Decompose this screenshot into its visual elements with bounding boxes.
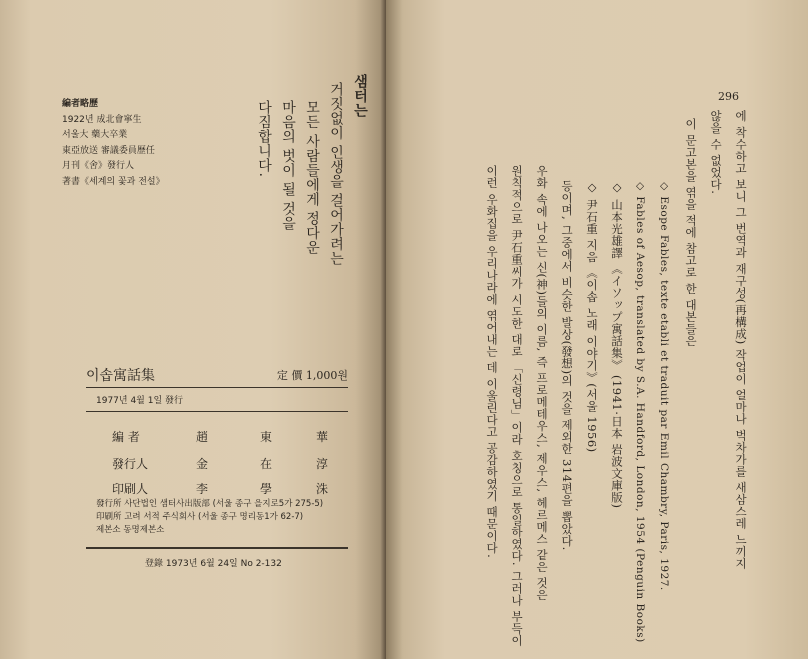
text-column: ◇ Esope Fables, texte etabli et traduit par Emil Chambry, Paris, 1927. xyxy=(658,180,670,591)
credit-name: 東 xyxy=(260,430,273,444)
text-column: ◇ 山本光雄譯 《イソップ寓話集》 (1941·日本 岩波文庫版) xyxy=(610,180,624,509)
slogan-line-4: 다짐합니다. xyxy=(256,100,272,178)
registration-number: 登錄 1973년 6월 24일 No 2-132 xyxy=(145,559,282,569)
credit-name: 趙 xyxy=(196,430,209,444)
divider xyxy=(86,387,348,388)
divider xyxy=(86,547,348,549)
publisher-line: 印刷所 고려 서적 주식회사 (서울 종구 명리동1가 62-7) xyxy=(96,512,304,522)
credit-name: 洙 xyxy=(316,482,329,496)
credit-name: 李 xyxy=(196,482,209,496)
credit-role: 印刷人 xyxy=(112,482,149,496)
text-column: 등이며, 그중에서 비슷한 발상(發想)의 것을 제외한 314편을 뽑았다. xyxy=(560,180,574,551)
text-column: 이런 우화집을 우리나라에 엮어내는 데 이울린다고 공감하였기 때문이다. xyxy=(485,165,499,559)
credit-name: 淳 xyxy=(316,457,329,471)
editor-bio-line: 1922년 成北會寧生 xyxy=(62,114,142,125)
credit-row xyxy=(112,455,352,475)
credit-name: 學 xyxy=(260,482,273,496)
editor-bio-line: 東亞放送 審議委員歷任 xyxy=(62,145,155,156)
slogan-brand: 샘터는 xyxy=(352,74,368,118)
text-column: 에 착수하고 보니 그 번역과 재구성(再構成) 작업이 얼마나 벅차가를 새삼스레 느끼지 xyxy=(734,110,748,570)
text-column: 우화 속에 나오는 신(神)들의 이름, 즉 프로메테우스, 제우스, 헤르메스 같은 것은 xyxy=(535,165,549,601)
credit-name: 華 xyxy=(316,430,329,444)
text-column: 이 문고본을 엮을 적에 참고로 한 대본들은 xyxy=(684,118,698,347)
publisher-info xyxy=(96,498,323,537)
slogan-line-2: 모든 사람들에게 정다운 xyxy=(304,100,320,255)
credit-row xyxy=(112,480,352,500)
price: 定 價 1,000원 xyxy=(276,369,348,382)
book-title: 이솝寓話集 xyxy=(86,368,156,384)
credit-name: 在 xyxy=(260,457,273,471)
editor-bio xyxy=(62,97,165,190)
page-number: 296 xyxy=(718,90,739,103)
slogan-line-3: 마음의 벗이 될 것을 xyxy=(280,100,296,231)
text-column: ◇ 尹石重 지음 《이솝 노래 이야기》(서울 1956) xyxy=(585,180,599,453)
text-column: ◇ Fables of Aesop, translated by S.A. Handford, London, 1954 (Penguin Books) xyxy=(634,180,646,643)
publisher-line: 發行所 사단법인 샘터사出版部 (서울 종구 을지로5가 275-5) xyxy=(96,499,324,509)
publisher-line: 제본소 동명제본소 xyxy=(96,525,165,535)
editor-bio-line: 著書《세계의 꽃과 전설》 xyxy=(62,176,165,187)
publication-date: 1977년 4월 1일 發行 xyxy=(96,396,184,406)
right-page xyxy=(386,0,808,659)
text-column: 않을 수 없었다. xyxy=(709,110,723,195)
credit-role: 發行人 xyxy=(112,457,149,471)
credit-name: 金 xyxy=(196,457,209,471)
divider xyxy=(86,411,348,412)
credit-role: 編 者 xyxy=(112,430,140,444)
left-page xyxy=(0,0,386,659)
editor-bio-title: 編者略歷 xyxy=(62,99,99,109)
credit-row xyxy=(112,428,352,448)
editor-bio-line: 서울大 藥大卒業 xyxy=(62,130,128,140)
text-column: 원칙적으로 尹石重씨가 시도한 대로 「신령님」이라 호칭으로 통일하였다. 그러나 부득이 xyxy=(510,165,524,647)
slogan-line-1: 거짓없이 인생을 걸어가려는 xyxy=(328,82,344,266)
editor-bio-line: 月刊《舍》發行人 xyxy=(62,161,135,171)
